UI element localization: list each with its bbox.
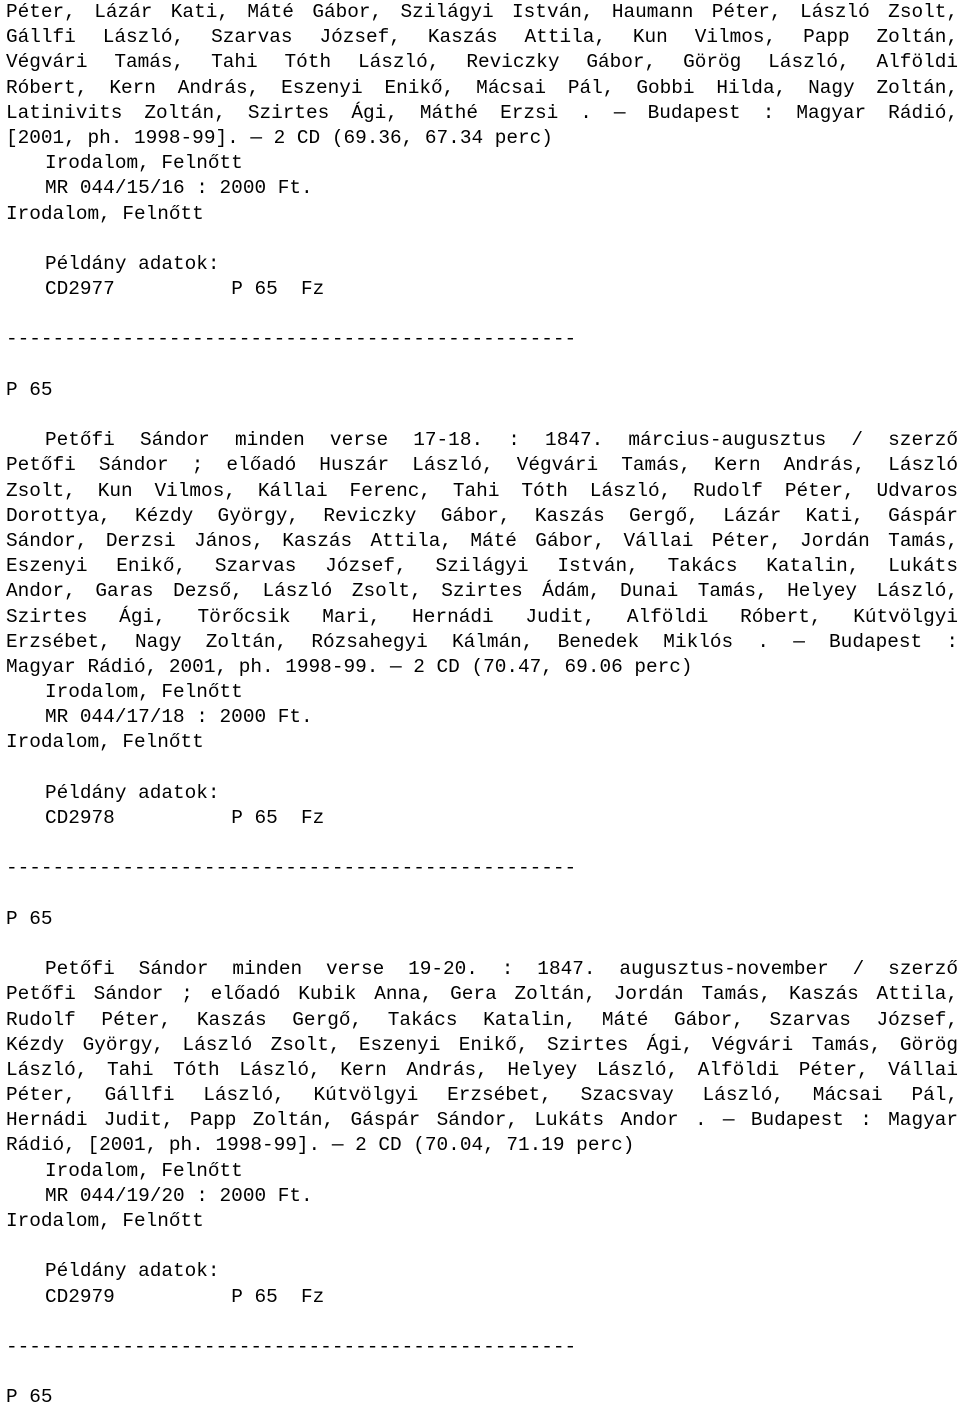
description-line: Végvári Tamás, Tahi Tóth László, Reviczky Gábor, Görög László, Alföldi: [6, 51, 958, 74]
catalog-record: [6, 1385, 958, 1410]
record-separator: -------------------------------------------------: [6, 1335, 577, 1358]
description-line: Petőfi Sándor ; előadó Huszár László, Végvári Tamás, Kern András, László: [6, 454, 958, 477]
order-number: MR 044/17/18 : 2000 Ft.: [45, 706, 313, 729]
description-line: Magyar Rádió, 2001, ph. 1998-99. — 2 CD (70.47, 69.06 perc): [6, 655, 693, 678]
call-number: P 65: [6, 1386, 53, 1409]
description-line: Rádió, [2001, ph. 1998-99]. — 2 CD (70.04, 71.19 perc): [6, 1134, 635, 1157]
subject-heading: Irodalom, Felnőtt: [45, 681, 243, 704]
catalog-record: [6, 378, 958, 907]
subject-heading-repeat: Irodalom, Felnőtt: [6, 731, 204, 754]
copy-id: CD2979: [45, 1285, 115, 1308]
catalog-record: [6, 0, 958, 378]
copy-status: Fz: [301, 278, 325, 301]
description-line: Hernádi Judit, Papp Zoltán, Gáspár Sándor, Lukáts Andor . — Budapest : Magyar: [6, 1109, 958, 1132]
copy-id: CD2977: [45, 278, 115, 301]
description-line: Gállfi László, Szarvas József, Kaszás Attila, Kun Vilmos, Papp Zoltán,: [6, 26, 958, 49]
title-line: Petőfi Sándor minden verse 19-20. : 1847. augusztus-november / szerző: [45, 958, 958, 981]
copy-location: P 65: [231, 278, 278, 301]
copy-id: CD2978: [45, 807, 115, 829]
description-line: Eszenyi Enikő, Szarvas József, Szilágyi István, Takács Katalin, Lukáts: [6, 555, 958, 578]
copy-row: [6, 1285, 958, 1310]
copy-status: Fz: [301, 807, 325, 829]
subject-heading-repeat: Irodalom, Felnőtt: [6, 1210, 204, 1232]
description-line: [2001, ph. 1998-99]. — 2 CD (69.36, 67.34 perc): [6, 126, 553, 149]
subject-heading: Irodalom, Felnőtt: [45, 152, 243, 175]
description-line: Andor, Garas Dezső, László Zsolt, Szirtes Ádám, Dunai Tamás, Helyey László,: [6, 580, 958, 603]
title-line: Petőfi Sándor minden verse 17-18. : 1847. március-augusztus / szerző: [45, 429, 958, 452]
copy-data-label: Példány adatok:: [45, 252, 220, 275]
description-line: Dorottya, Kézdy György, Reviczky Gábor, Kaszás Gergő, Lázár Kati, Gáspár: [6, 504, 958, 527]
catalog-page: [6, 0, 958, 1411]
copy-row: [6, 806, 958, 831]
subject-heading: Irodalom, Felnőtt: [45, 1159, 243, 1182]
order-number: MR 044/15/16 : 2000 Ft.: [45, 177, 313, 200]
catalog-record: [6, 907, 958, 1386]
record-separator: -------------------------------------------------: [6, 328, 577, 351]
description-line: László, Tahi Tóth László, Kern András, Helyey László, Alföldi Péter, Vállai: [6, 1058, 958, 1081]
copy-status: Fz: [301, 1285, 325, 1308]
subject-heading-repeat: Irodalom, Felnőtt: [6, 202, 204, 225]
description-line: Latinivits Zoltán, Szirtes Ági, Máthé Erzsi . — Budapest : Magyar Rádió,: [6, 101, 958, 124]
description-line: Péter, Gállfi László, Kútvölgyi Erzsébet, Szacsvay László, Mácsai Pál,: [6, 1084, 958, 1107]
copy-location: P 65: [231, 1285, 278, 1308]
description-line: Rudolf Péter, Kaszás Gergő, Takács Katalin, Máté Gábor, Szarvas József,: [6, 1008, 958, 1031]
record-separator: -------------------------------------------------: [6, 857, 577, 880]
description-line: Kézdy György, László Zsolt, Eszenyi Enikő, Szirtes Ági, Végvári Tamás, Görög: [6, 1033, 958, 1056]
copy-location: P 65: [231, 807, 278, 829]
call-number: P 65: [6, 907, 53, 930]
description-line: Sándor, Derzsi János, Kaszás Attila, Máté Gábor, Vállai Péter, Jordán Tamás,: [6, 529, 958, 552]
copy-data-label: Példány adatok:: [45, 781, 220, 804]
description-line: Zsolt, Kun Vilmos, Kállai Ferenc, Tahi Tóth László, Rudolf Péter, Udvaros: [6, 479, 958, 502]
copy-row: [6, 277, 958, 302]
call-number: P 65: [6, 378, 53, 401]
order-number: MR 044/19/20 : 2000 Ft.: [45, 1184, 313, 1207]
description-line: Erzsébet, Nagy Zoltán, Rózsahegyi Kálmán, Benedek Miklós . — Budapest :: [6, 630, 958, 653]
copy-data-label: Példány adatok:: [45, 1260, 220, 1283]
description-line: Petőfi Sándor ; előadó Kubik Anna, Gera Zoltán, Jordán Tamás, Kaszás Attila,: [6, 983, 958, 1006]
description-line: Szirtes Ági, Törőcsik Mari, Hernádi Judit, Alföldi Róbert, Kútvölgyi: [6, 605, 958, 628]
description-line: Róbert, Kern András, Eszenyi Enikő, Mácsai Pál, Gobbi Hilda, Nagy Zoltán,: [6, 76, 958, 99]
description-line: Péter, Lázár Kati, Máté Gábor, Szilágyi István, Haumann Péter, László Zsolt,: [6, 1, 958, 23]
